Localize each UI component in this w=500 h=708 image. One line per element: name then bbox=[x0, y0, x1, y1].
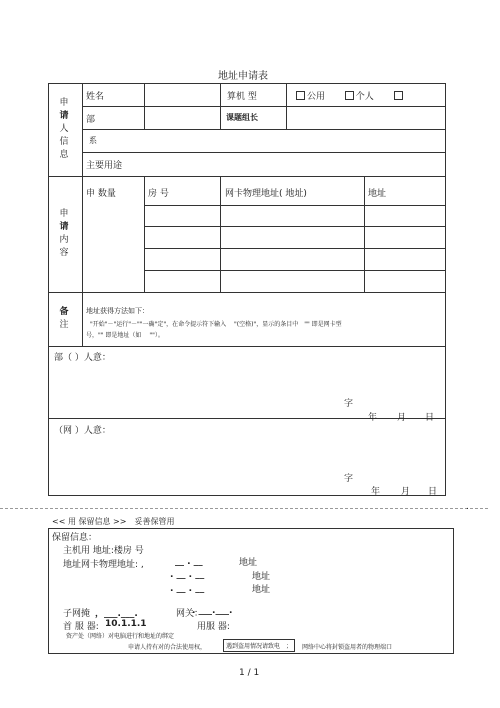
ip-address-label: 地址 bbox=[239, 558, 258, 568]
computer-model-label: 算机 型 bbox=[227, 92, 257, 102]
main-purpose-label: 主要用途 bbox=[86, 161, 123, 171]
quantity-column-header: 申 数量 bbox=[86, 189, 116, 199]
applicant-info-side-label: 申 请 人 信 息 bbox=[59, 98, 69, 160]
network-opinion-label: （网 ）人意： bbox=[54, 426, 111, 436]
department-opinion-field[interactable] bbox=[52, 362, 442, 394]
address-column-header: 地址 bbox=[368, 189, 387, 199]
table-row[interactable] bbox=[145, 272, 444, 291]
group-leader-label: 课题组长 bbox=[226, 113, 258, 122]
group-leader-field[interactable] bbox=[287, 107, 444, 128]
name-label: 姓名 bbox=[86, 92, 105, 102]
port-block-note: 网络中心将封锁盗用者的物理端口 bbox=[302, 644, 393, 651]
remark-instructions: "开始"－"运行"－""一确"定"，在命令提示符下输入 "(空格)"，显示的条目中 "" 即是网卡型 bbox=[90, 321, 342, 328]
mac-address-blank[interactable]: . __ . __ bbox=[170, 584, 205, 594]
column-divider bbox=[220, 83, 221, 129]
public-option-label: 公用 bbox=[307, 92, 326, 102]
table-row[interactable] bbox=[145, 228, 444, 247]
main-purpose-field[interactable] bbox=[130, 153, 444, 175]
receipt-header: << 用 保留信息 >> 妥善保管用 bbox=[52, 517, 175, 526]
remark-side-label: 备 注 bbox=[59, 307, 69, 330]
subnet-mask-label: 子网掩 bbox=[63, 609, 91, 619]
remark-instructions-cont: 号，"" 即是地址（如 ""）。 bbox=[86, 332, 164, 339]
other-checkbox[interactable] bbox=[394, 91, 403, 100]
page-number: 1 / 1 bbox=[239, 668, 260, 678]
ip-address-label: 地址 bbox=[252, 572, 271, 582]
cut-line-mark: . bbox=[466, 502, 469, 512]
mac-address-label: 地址网卡物理地址: , bbox=[63, 560, 144, 570]
row-divider bbox=[144, 205, 445, 206]
month-label: 月 bbox=[401, 487, 411, 497]
network-opinion-field[interactable] bbox=[52, 436, 442, 468]
application-content-side-label: 申 请 内 容 bbox=[59, 209, 69, 258]
room-column-header: 房 号 bbox=[148, 189, 169, 199]
secondary-dns-label: 用服 器: bbox=[197, 622, 230, 632]
binding-note: 资产处（网络）对电脑进行和地址的绑定 bbox=[66, 633, 175, 640]
subnet-mask-blank[interactable]: ，___.___. bbox=[95, 609, 138, 619]
gateway-label: 网关： bbox=[176, 609, 204, 619]
department-label: 部 bbox=[86, 115, 96, 125]
host-location-line: 主机用 地址:楼房 号 bbox=[63, 546, 144, 556]
department-opinion-label: 部（ ）人意： bbox=[54, 353, 111, 363]
primary-dns-label: 首 服 器: bbox=[63, 622, 99, 632]
day-label: 日 bbox=[425, 413, 435, 423]
day-label: 日 bbox=[428, 487, 438, 497]
report-misuse-note: 遇到盗用情况请致电 ； bbox=[223, 639, 295, 652]
faculty-label: 系 bbox=[89, 136, 97, 145]
ip-address-label: 地址 bbox=[252, 585, 271, 595]
personal-checkbox[interactable] bbox=[345, 91, 354, 100]
table-row[interactable] bbox=[145, 207, 444, 225]
year-label: 年 bbox=[371, 487, 381, 497]
usage-note: 申请人持有对的合法使用权， bbox=[128, 644, 207, 651]
form-title: 地址申请表 bbox=[218, 71, 268, 82]
row-divider bbox=[48, 176, 445, 177]
row-divider bbox=[48, 292, 445, 293]
faculty-field[interactable] bbox=[100, 130, 444, 151]
quantity-field[interactable] bbox=[84, 207, 142, 291]
usage-type-options bbox=[296, 89, 405, 102]
department-field[interactable] bbox=[145, 107, 219, 128]
signature-label: 字 bbox=[344, 399, 354, 409]
mac-address-blank[interactable]: __ . __ bbox=[175, 557, 203, 567]
mac-address-blank[interactable]: . __ . __ bbox=[170, 570, 205, 580]
row-divider bbox=[144, 248, 445, 249]
mac-address-column-header: 网卡物理地址( 地址) bbox=[225, 189, 307, 199]
public-checkbox[interactable] bbox=[296, 91, 305, 100]
primary-dns-value: 10.1.1.1 bbox=[105, 619, 147, 629]
name-field[interactable] bbox=[145, 84, 219, 105]
year-label: 年 bbox=[368, 413, 378, 423]
signature-label: 字 bbox=[344, 474, 354, 484]
month-label: 月 bbox=[397, 413, 407, 423]
row-divider bbox=[144, 270, 445, 271]
reserved-info-label: 保留信息： bbox=[52, 533, 98, 543]
row-divider bbox=[48, 418, 445, 419]
personal-option-label: 个人 bbox=[355, 92, 374, 102]
gateway-blank[interactable]: . ___.___. bbox=[192, 606, 233, 616]
table-row[interactable] bbox=[145, 250, 444, 269]
row-divider bbox=[48, 346, 445, 347]
cut-line bbox=[0, 508, 488, 509]
column-divider bbox=[82, 83, 83, 347]
remark-intro: 地址获得方法如下： bbox=[86, 307, 149, 315]
row-divider bbox=[144, 226, 445, 227]
